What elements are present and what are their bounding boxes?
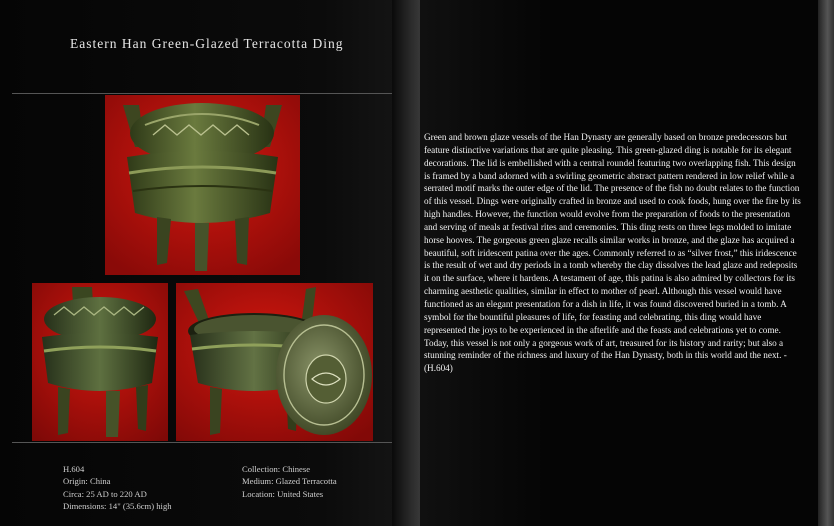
item-collection: Collection: Chinese xyxy=(242,464,311,474)
item-origin: Origin: China xyxy=(63,476,111,487)
item-details-left xyxy=(63,463,172,512)
ding-side-photo xyxy=(32,283,168,441)
top-divider xyxy=(12,93,392,94)
ding-open-photo xyxy=(176,283,373,441)
item-circa: Circa: 25 AD to 220 AD xyxy=(63,488,147,499)
page-title: Eastern Han Green-Glazed Terracotta Ding xyxy=(70,36,344,51)
item-dimensions: Dimensions: 14" (35.6cm) high xyxy=(63,500,172,511)
item-details-right xyxy=(242,463,337,500)
item-id: H.604 xyxy=(63,464,85,474)
ding-front-photo xyxy=(105,95,300,275)
item-medium: Medium: Glazed Terracotta xyxy=(242,476,337,487)
item-location: Location: United States xyxy=(242,488,324,499)
page-edge xyxy=(818,0,834,526)
description-text: Green and brown glaze vessels of the Han Dynasty are generally based on bronze predecessors but feature distinctive variations that are quite pleasing. This green-glazed ding is notable for its elegant decorations. The lid is embellished with a central roundel featuring two overlapping fish. This design is framed by a band adorned with a swirling geometric abstract pattern rendered in low relief while a serrated motif marks the outer edge of the lid. The presence of the fish no doubt relates to the function of this vessel. Dings were originally crafted in bronze and used to cook foods, hung over the fire by its high handles. However, the function would evolve from the preparation of foods to the presentation and serving of meals at festival rites and ceremonies. This ding rests on three legs molded to imitate horse hooves. The gorgeous green glaze recalls similar works in bronze, and the glaze has acquired a beautiful, soft iridescent patina over the ages. Commonly referred to as “silver frost,” this iridescence is the result of wet and dry periods in a tomb whereby the clay dissolves the lead glaze and redeposits it on the surface, where it hardens. A testament of age, this patina is also admired by collectors for its charming aesthetic qualities, similar in effect to mother of pearl. Although this vessel would have functioned as an elegant presentation for a dish in life, it was found discovered buried in a tomb. A symbol for the bountiful pleasures of life, for feasting and celebrating, this ding would have represented the joys to be experienced in the afterlife and the feasts and celebrations yet to come. Today, this vessel is not only a gorgeous work of art, treasured for its history and rarity; but also a stunning reminder of the richness and luxury of the Han Dynasty, both in this world and the next. - (H.604) xyxy=(424,132,801,374)
bottom-divider xyxy=(12,442,392,443)
